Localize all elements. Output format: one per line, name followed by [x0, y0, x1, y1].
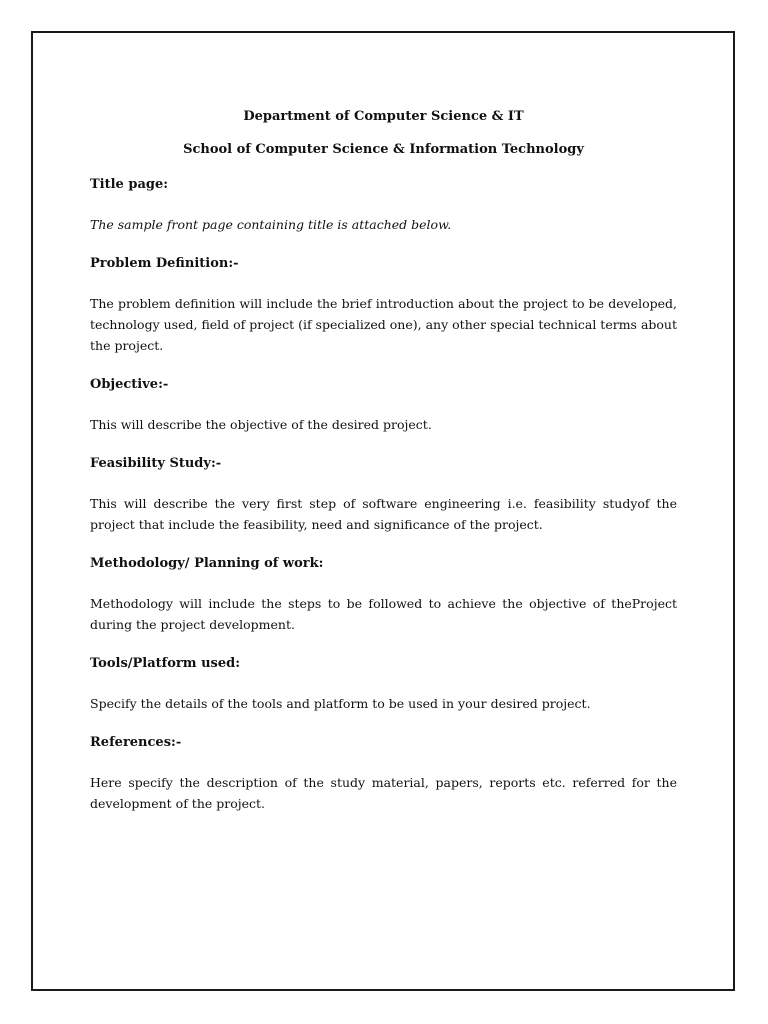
- section-methodology: [90, 553, 677, 635]
- section-body: This will describe the objective of the desired project.: [90, 417, 432, 432]
- section-title-page: [90, 174, 677, 235]
- section-body: The sample front page containing title is attached below.: [90, 217, 452, 232]
- document-content: [90, 106, 677, 832]
- section-title: Objective:-: [90, 377, 169, 392]
- section-references: [90, 732, 677, 814]
- section-tools-platform: [90, 653, 677, 714]
- section-body: Methodology will include the steps to be followed to achieve the objective of theProject during the project development.: [90, 596, 677, 632]
- section-body: This will describe the very first step of software engineering i.e. feasibility studyof the project that include the feasibility, need and significance of the project.: [90, 496, 677, 532]
- section-body: Specify the details of the tools and platform to be used in your desired project.: [90, 696, 591, 711]
- section-title: Problem Definition:-: [90, 256, 239, 271]
- section-problem-definition: [90, 253, 677, 356]
- section-body: Here specify the description of the study material, papers, reports etc. referred for the development of the project.: [90, 775, 677, 811]
- section-title: Title page:: [90, 177, 169, 192]
- section-body: The problem definition will include the brief introduction about the project to be developed, technology used, field of project (if specialized one), any other special technical terms about the project.: [90, 296, 677, 353]
- section-title: Tools/Platform used:: [90, 656, 240, 671]
- section-title: Methodology/ Planning of work:: [90, 556, 324, 571]
- section-title: References:-: [90, 735, 182, 750]
- section-objective: [90, 374, 677, 435]
- section-feasibility-study: [90, 453, 677, 535]
- school-heading: School of Computer Science & Information Technology: [183, 142, 584, 157]
- section-title: Feasibility Study:-: [90, 456, 222, 471]
- department-heading: Department of Computer Science & IT: [243, 109, 524, 124]
